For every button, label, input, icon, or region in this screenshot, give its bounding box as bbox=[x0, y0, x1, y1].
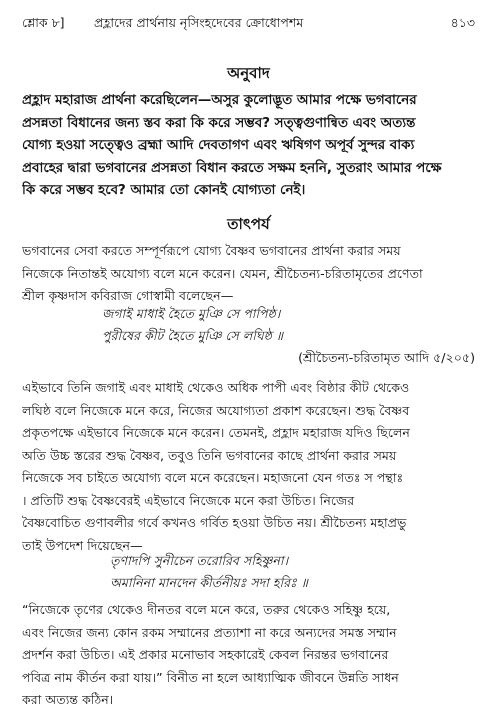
purport-paragraph-2 bbox=[22, 377, 475, 557]
paragraph-line: নিজেকে সব চাইতে অযোগ্য বলে মনে করেছেন। মহাজনো যেন গতঃ স পন্থাঃ bbox=[22, 470, 404, 485]
translation-heading: অনুবাদ bbox=[227, 64, 270, 82]
running-title: প্রহ্লাদের প্রার্থনায় নৃসিংহদেবের ক্রোধোপশম bbox=[94, 15, 304, 30]
verse-citation: (শ্রীচৈতন্য-চরিতামৃত আদি ৫/২০৫) bbox=[298, 350, 475, 365]
paragraph-line: বৈষ্ণবোচিত গুণাবলীর গর্বে কখনও গর্বিত হওয়া উচিত নয়। শ্রীচৈতন্য মহাপ্রভু bbox=[22, 515, 407, 530]
translation-line: প্রসন্নতা বিধানের জন্য স্তব করা কি করে সম্ভব? সত্ত্বগুণান্বিত এবং অত্যন্ত bbox=[22, 115, 416, 131]
paragraph-line: করা অত্যন্ত কঠিন। bbox=[22, 692, 114, 707]
translation-line: যোগ্য হওয়া সত্ত্বেও ব্রহ্মা আদি দেবতাগণ এবং ঋষিগণ অপূর্ব সুন্দর বাক্য bbox=[22, 138, 415, 153]
verse-reference: শ্লোক ৮] bbox=[22, 15, 65, 30]
verse-line: অমানিনা মানদেন কীর্তনীয়ঃ সদা হরিঃ ॥ bbox=[110, 575, 308, 590]
paragraph-line: নিজেকে নিতান্তই অযোগ্য বলে মনে করেন। যেমন, শ্রীচৈতন্য-চরিতামৃতের প্রণেতা bbox=[22, 265, 423, 281]
paragraph-line: ভগবানের সেবা করতে সম্পূর্ণরূপে যোগ্য বৈষ্ণব ভগবানের প্রার্থনা করার সময় bbox=[22, 243, 401, 258]
purport-paragraph-1 bbox=[22, 240, 475, 308]
translation-text bbox=[22, 90, 475, 203]
paragraph-line: তাই উপদেশ দিয়েছেন— bbox=[22, 537, 143, 553]
running-header bbox=[22, 12, 475, 34]
verse-line: পুরীষের কীট হৈতে মুঞি সে লঘিষ্ঠ ॥ bbox=[102, 328, 283, 343]
paragraph-line: প্রকৃতপক্ষে এইভাবে নিজেকে মনে করেন। তেমনই, প্রহ্লাদ মহারাজ যদিও ছিলেন bbox=[22, 425, 410, 440]
paragraph-line: । প্রতিটি শুদ্ধ বৈষ্ণবেরই এইভাবে নিজেকে মনে করা উচিত। নিজের bbox=[22, 492, 355, 508]
paragraph-line: লঘিষ্ঠ বলে নিজেকে মনে করে, নিজের অযোগ্যতা প্রকাশ করেছেন। শুদ্ধ বৈষ্ণব bbox=[22, 402, 410, 418]
translation-line: প্রহ্লাদ মহারাজ প্রার্থনা করেছিলেন—অসুর কুলোদ্ভূত আমার পক্ষে ভগবানের bbox=[22, 93, 417, 108]
translation-line: কি করে সম্ভব হবে? আমার তো কোনই যোগ্যতা নেই। bbox=[22, 183, 306, 198]
verse-line: জগাই মাধাই হৈতে মুঞি সে পাপিষ্ঠ। bbox=[102, 306, 281, 321]
paragraph-line: “নিজেকে তৃণের থেকেও দীনতর বলে মনে করে, তরুর থেকেও সহিষ্ণু হয়ে, bbox=[22, 602, 391, 617]
paragraph-line: প্রদর্শন করা উচিত। এই প্রকার মনোভাব সহকারেই কেবল নিরন্তর ভগবানের bbox=[22, 647, 389, 662]
paragraph-line: অতি উচ্চ স্তরের শুদ্ধ বৈষ্ণব, তবুও তিনি ভগবানের কাছে প্রার্থনা করার সময় bbox=[22, 447, 397, 463]
verse-line: তৃণাদপি সুনীচেন তরোরিব সহিষ্ণুনা। bbox=[110, 553, 289, 568]
paragraph-line: এইভাবে তিনি জগাই এবং মাধাই থেকেও অধিক পাপী এবং বিষ্ঠার কীট থেকেও bbox=[22, 380, 410, 395]
translation-line: প্রবাহের দ্বারা ভগবানের প্রসন্নতা বিধান করতে সক্ষম হননি, সুতরাং আমার পক্ষে bbox=[22, 160, 442, 176]
page-number: ৪১৩ bbox=[450, 15, 475, 30]
purport-heading: তাৎপর্য bbox=[227, 215, 270, 233]
paragraph-line: এবং নিজের জন্য কোন রকম সম্মানের প্রত্যাশা না করে অন্যদের সমস্ত সম্মান bbox=[22, 624, 397, 640]
purport-paragraph-3 bbox=[22, 599, 475, 712]
paragraph-line: পবিত্র নাম কীর্তন করা যায়।” বিনীত না হলে আধ্যাত্মিক জীবনে উন্নতি সাধন bbox=[22, 669, 399, 685]
paragraph-line: শ্রীল কৃষ্ণদাস কবিরাজ গোস্বামী বলেছেন— bbox=[22, 288, 234, 303]
